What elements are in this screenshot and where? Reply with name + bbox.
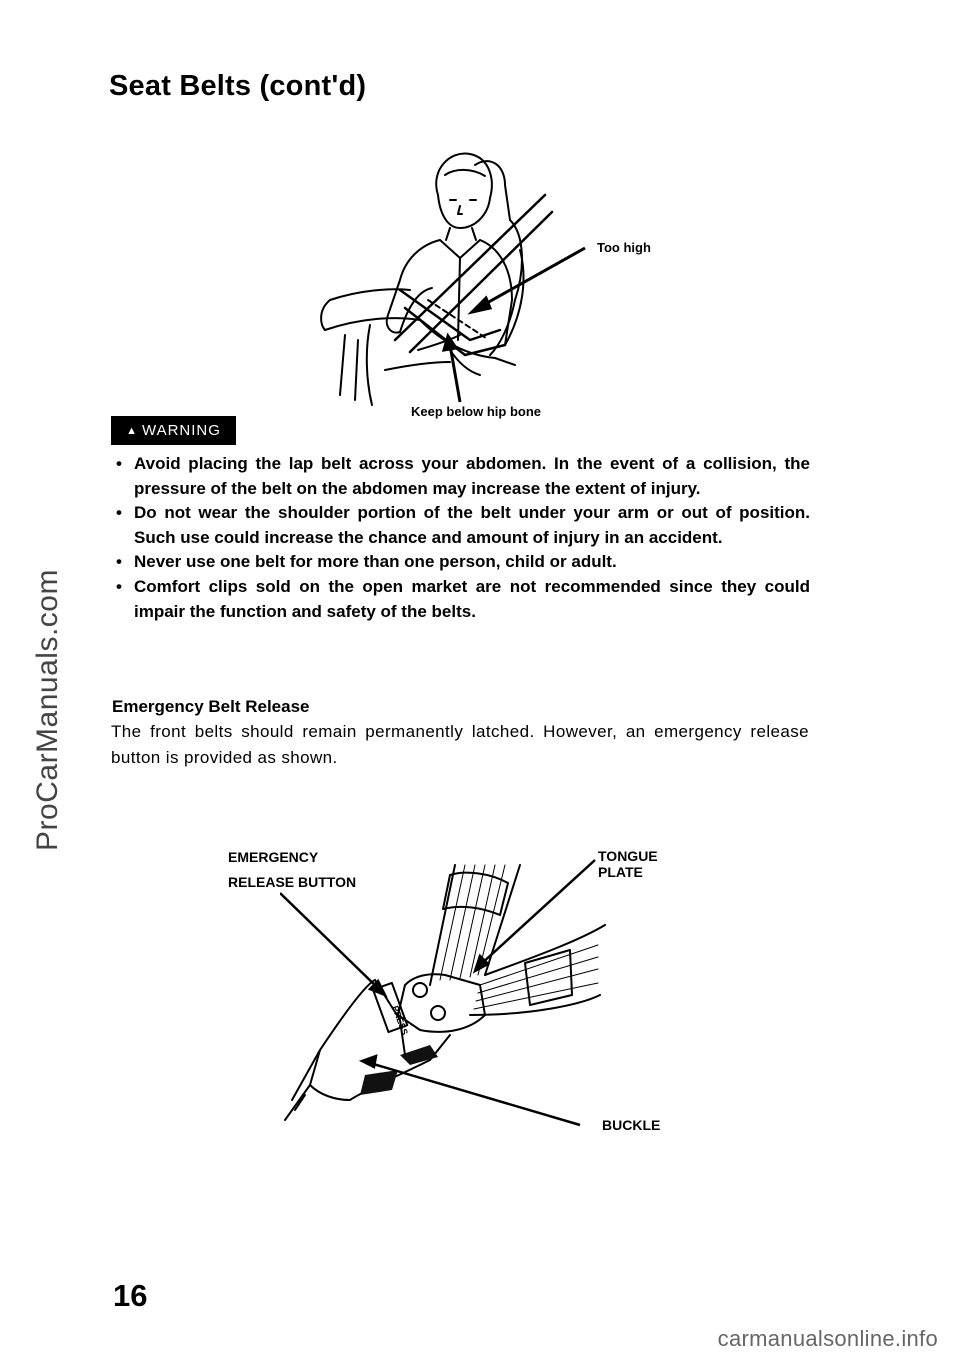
warning-label: WARNING — [141, 422, 221, 439]
footer-watermark: carmanualsonline.info — [717, 1326, 938, 1351]
warning-list — [114, 452, 810, 624]
emergency-label-line1: EMERGENCY — [228, 849, 319, 865]
emergency-body: The front belts should remain permanently latched. However, an emergency release button is provided as shown. — [111, 722, 809, 767]
lap-belt-illustration — [300, 140, 700, 425]
warning-triangle-icon: ▲ — [126, 424, 138, 437]
emergency-heading: Emergency Belt Release — [112, 697, 310, 716]
keep-below-label: Keep below hip bone — [411, 404, 542, 419]
too-high-label: Too high — [597, 240, 651, 255]
buckle-label: BUCKLE — [602, 1117, 661, 1133]
warning-item: • Avoid placing the lap belt across your abdomen. In the event of a collision, the pressure of the belt on the abdomen may increase the extent of injury. — [114, 452, 810, 501]
buckle-illustration — [280, 845, 700, 1145]
buckle-figure — [228, 845, 700, 1145]
press-button-text: PRESS — [390, 1004, 410, 1037]
page-number: 16 — [113, 1278, 148, 1313]
lap-belt-figure — [300, 140, 700, 425]
warning-item: • Never use one belt for more than one person, child or adult. — [114, 550, 810, 575]
warning-badge — [111, 416, 236, 445]
emergency-label-line2: RELEASE BUTTON — [228, 874, 357, 890]
tongue-plate-label: TONGUE PLATE — [598, 848, 658, 880]
page-title: Seat Belts (cont'd) — [109, 70, 367, 102]
side-watermark — [18, 550, 78, 870]
warning-item: • Do not wear the shoulder portion of the belt under your arm or out of position. Such use could increase the chance and amount of injury in an accident. — [114, 501, 810, 550]
side-watermark-text: ProCarManuals.com — [31, 569, 64, 851]
warning-item: • Comfort clips sold on the open market are not recommended since they could impair the function and safety of the belts. — [114, 575, 810, 624]
